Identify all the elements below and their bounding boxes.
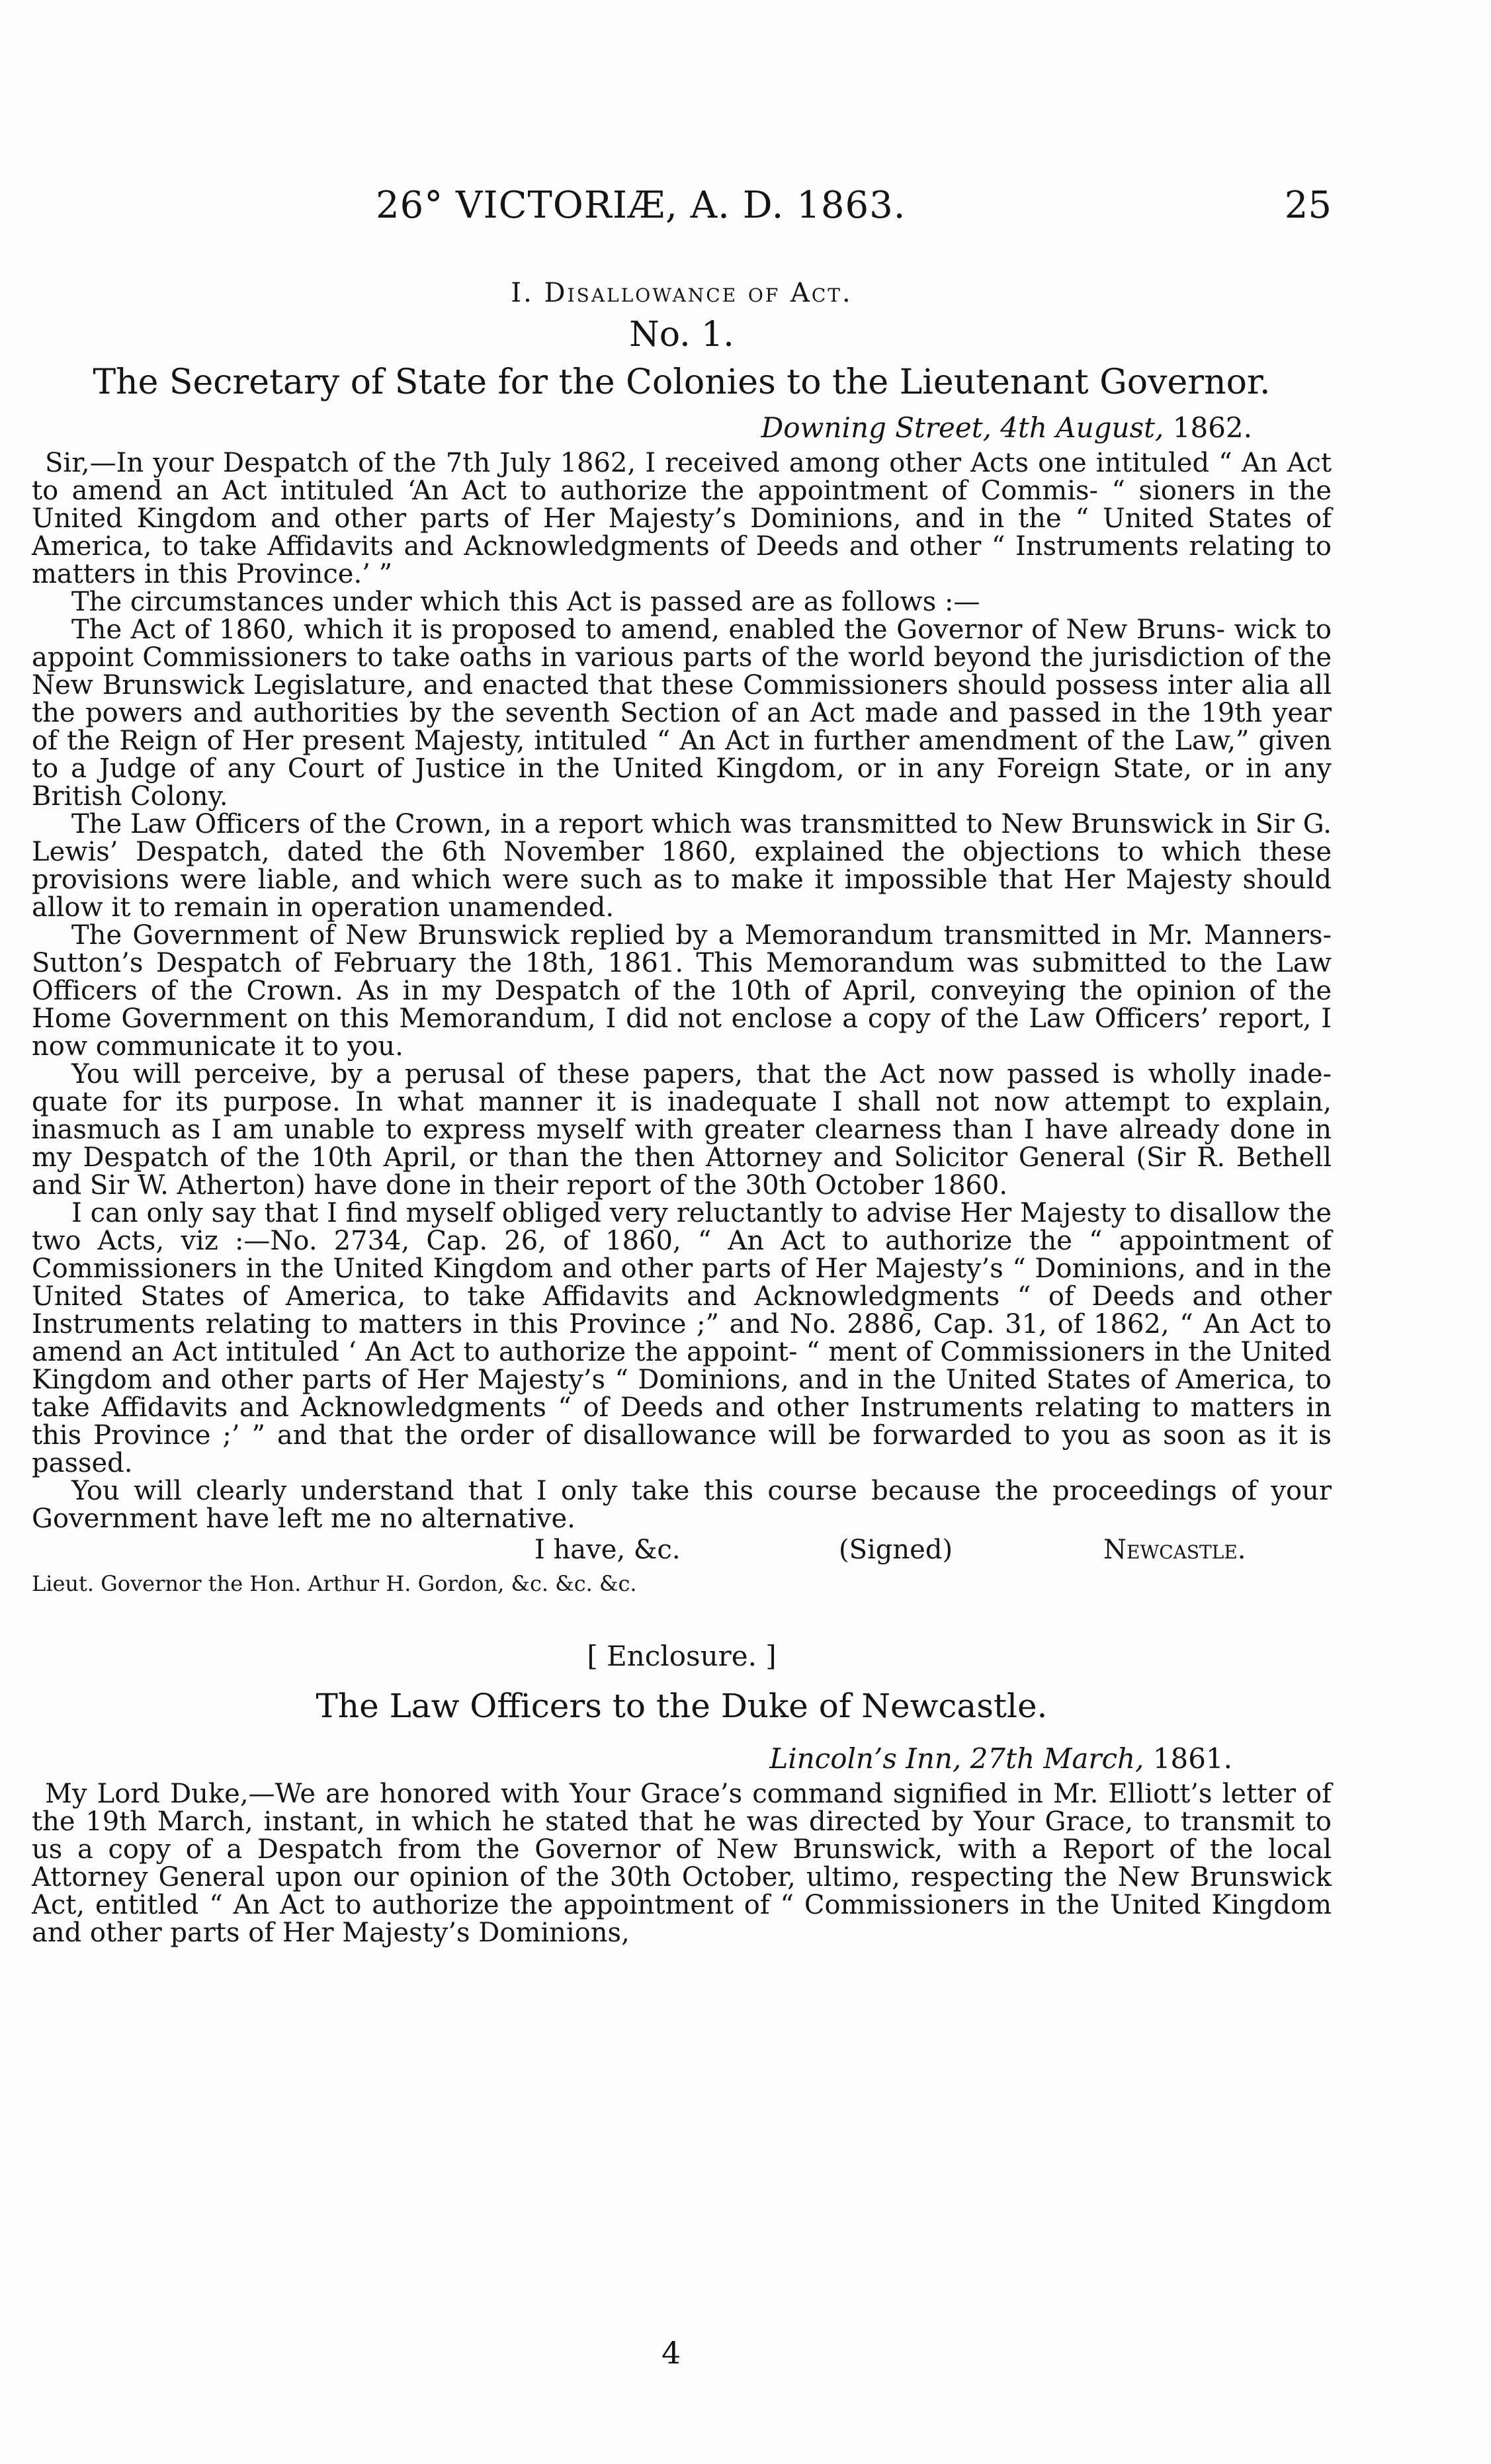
- letter-paragraph: Sir,—In your Despatch of the 7th July 1862, I received among other Acts one intituled “ An Act to amend an Act intituled ‘An Act to authorize the appointment of Commis- “ sioners in the United Kingdom and other parts of Her Majesty’s Dominions, and in the “ United States of America, to take Affidavits and Acknowledgments of Deeds and other “ Instruments relating to matters in this Province.’ ”: [32, 448, 1332, 589]
- enclosure-dateline-place: Lincoln’s Inn, 27th March,: [769, 1742, 1144, 1775]
- letter-paragraph: The circumstances under which this Act is passed are as follows :—: [71, 587, 980, 617]
- addressee: Lieut. Governor the Hon. Arthur H. Gordon, &c. &c. &c.: [32, 1571, 637, 1596]
- enclosure-label: [ Enclosure. ]: [587, 1640, 777, 1672]
- page-number: 25: [1284, 184, 1332, 227]
- letter-paragraph: The Law Officers of the Crown, in a report which was transmitted to New Brunswick in Sir G. Lewis’ Despatch, dated the 6th November 1860, explained the objections to which these provisions were liable, and which were such as to make it impossible that Her Majesty should allow it to remain in operation unamended.: [32, 809, 1332, 923]
- document-number: No. 1.: [629, 315, 734, 355]
- dateline-place: Downing Street, 4th August,: [761, 411, 1164, 444]
- letter-paragraph: The Government of New Brunswick replied by a Memorandum transmitted in Mr. Manners-Sutton’s Despatch of February the 18th, 1861. This Memorandum was submitted to the Law Officers of the Crown. As in my Despatch of the 10th of April, conveying the opinion of the Home Government on this Memorandum, I did not enclose a copy of the Law Officers’ report, I now communicate it to you.: [32, 920, 1332, 1062]
- letter-paragraph: You will perceive, by a perusal of these papers, that the Act now passed is wholly inade- quate for its purpose. In what manner it is inadequate I shall not now attempt to explain, inasmuch as I am unable to express myself with greater clearness than I have already done in my Despatch of the 10th April, or than the then Attorney and Solicitor General (Sir R. Bethell and Sir W. Atherton) have done in their report of the 30th October 1860.: [32, 1059, 1332, 1201]
- document-title: The Secretary of State for the Colonies to the Lieutenant Governor.: [93, 362, 1271, 402]
- letter-paragraph: The Act of 1860, which it is proposed to amend, enabled the Governor of New Bruns- wick to appoint Commissioners to take oaths in various parts of the world beyond the jurisdiction of the New Brunswick Legislature, and enacted that these Commissioners should possess inter alia all the powers and authorities by the seventh Section of an Act made and passed in the 19th year of the Reign of Her present Majesty, intituled “ An Act in further amendment of the Law,” given to a Judge of any Court of Justice in the United Kingdom, or in any Foreign State, or in any British Colony.: [32, 615, 1332, 812]
- signoff-signed: (Signed): [839, 1535, 953, 1565]
- running-title: 26° VICTORIÆ, A. D. 1863.: [376, 184, 906, 227]
- enclosure-dateline: [32, 1742, 1332, 1775]
- signoff-name: Newcastle.: [1103, 1535, 1246, 1565]
- dateline: [32, 411, 1332, 444]
- dateline-year: 1862.: [1172, 411, 1252, 444]
- enclosure-dateline-year: 1861.: [1152, 1742, 1232, 1775]
- enclosure-title: The Law Officers to the Duke of Newcastle.: [316, 1687, 1048, 1725]
- enclosure-body: [32, 1780, 1332, 1947]
- document-page: [32, 0, 1332, 1947]
- signoff-closing: I have, &c.: [534, 1535, 681, 1565]
- section-heading: I. Disallowance of Act.: [511, 278, 853, 308]
- enclosure-paragraph: My Lord Duke,—We are honored with Your Grace’s command signified in Mr. Elliott’s letter of the 19th March, instant, in which he stated that he was directed by Your Grace, to transmit to us a copy of a Despatch from the Governor of New Brunswick, with a Report of the local Attorney General upon our opinion of the 30th October, ultimo, respecting the New Brunswick Act, entitled “ An Act to authorize the appointment of “ Commissioners in the United Kingdom and other parts of Her Majesty’s Dominions,: [32, 1779, 1332, 1948]
- printer-signature: 4: [661, 2335, 681, 2371]
- letter-paragraph: You will clearly understand that I only take this course because the proceedings of your Government have left me no alternative.: [32, 1476, 1332, 1534]
- letter-paragraph: I can only say that I find myself obliged very reluctantly to advise Her Majesty to disallow the two Acts, viz :—No. 2734, Cap. 26, of 1860, “ An Act to authorize the “ appointment of Commissioners in the United Kingdom and other parts of Her Majesty’s “ Dominions, and in the United States of America, to take Affidavits and Acknowledgments “ of Deeds and other Instruments relating to matters in this Province ;” and No. 2886, Cap. 31, of 1862, “ An Act to amend an Act intituled ‘ An Act to authorize the appoint- “ ment of Commissioners in the United Kingdom and other parts of Her Majesty’s “ Dominions, and in the United States of America, to take Affidavits and Acknowledgments “ of Deeds and other Instruments relating to matters in this Province ;’ ” and that the order of disallowance will be forwarded to you as soon as it is passed.: [32, 1198, 1332, 1478]
- page-header: [32, 0, 1332, 227]
- letter-body: [32, 449, 1332, 1533]
- signoff: [32, 1533, 1332, 1567]
